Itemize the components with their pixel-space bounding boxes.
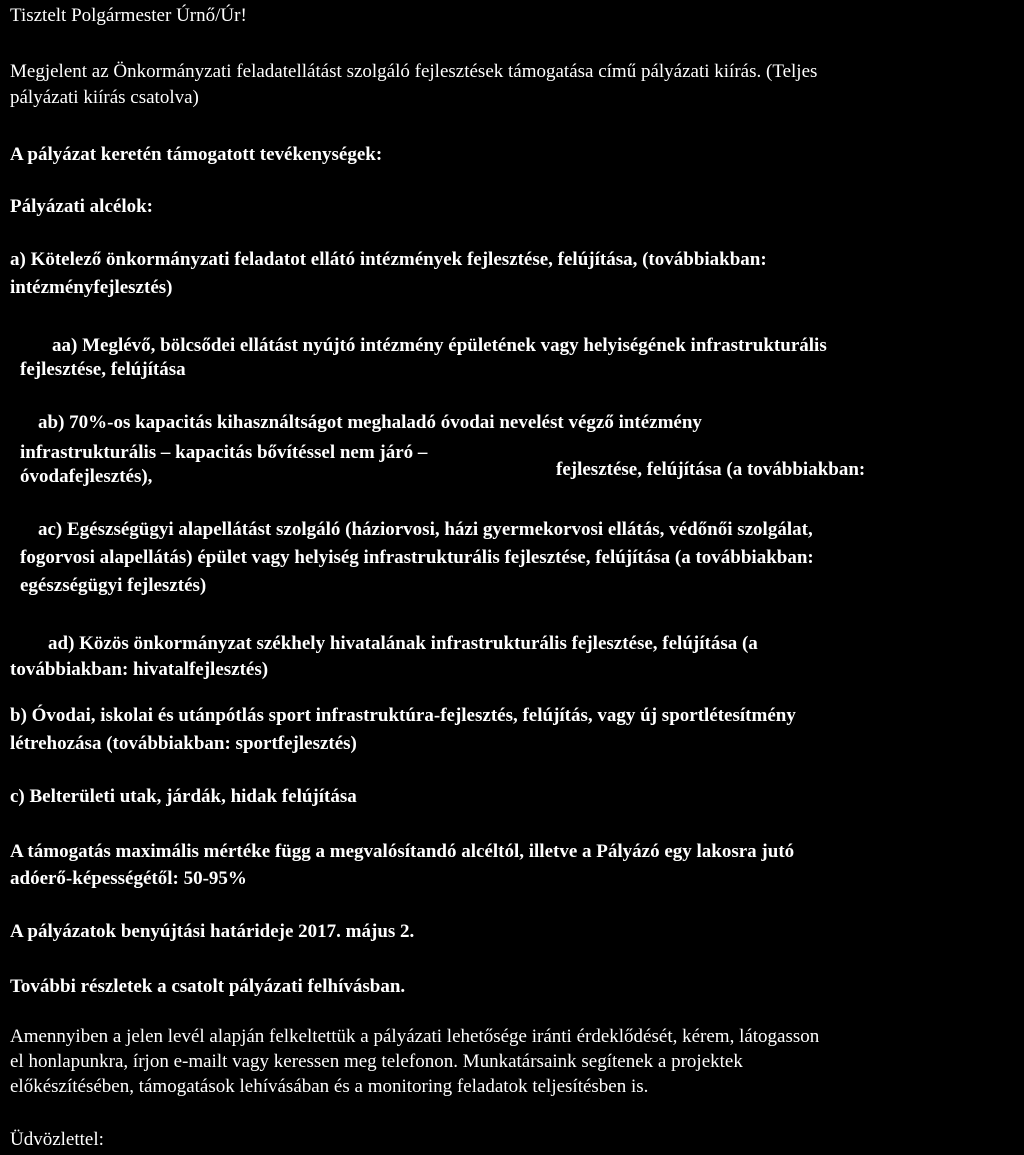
item-ac-line-3: egészségügyi fejlesztés)	[20, 575, 207, 596]
item-aa-line-1: aa) Meglévő, bölcsődei ellátást nyújtó intézmény épületének vagy helyiségének infrastrukturális	[52, 335, 827, 356]
item-c: c) Belterületi utak, járdák, hidak felújítása	[10, 786, 357, 807]
item-ad-line-2: továbbiakban: hivatalfejlesztés)	[10, 659, 269, 680]
support-rate-line-2: adóerő-képességétől: 50-95%	[10, 868, 247, 889]
item-ab-line-3: óvodafejlesztés),	[20, 466, 153, 487]
intro-line-1: Megjelent az Önkormányzati feladatellátást szolgáló fejlesztések támogatása című pályázati kiírás. (Teljes	[10, 61, 818, 82]
item-ac-line-1: ac) Egészségügyi alapellátást szolgáló (háziorvosi, házi gyermekorvosi ellátás, védőnői szolgálat,	[38, 519, 813, 540]
details: További részletek a csatolt pályázati felhívásban.	[10, 976, 406, 997]
closing-line-2: el honlapunkra, írjon e-mailt vagy keressen meg telefonon. Munkatársaink segítenek a projektek	[10, 1051, 743, 1072]
item-ab-line-2: infrastrukturális – kapacitás bővítéssel nem járó –	[20, 442, 428, 463]
item-a-line-1: a) Kötelező önkormányzati feladatot ellátó intézmények fejlesztése, felújítása, (továbbiakban:	[10, 249, 767, 270]
item-ac-line-2: fogorvosi alapellátás) épület vagy helyiség infrastrukturális fejlesztése, felújítása (a továbbiakban:	[20, 547, 814, 568]
deadline: A pályázatok benyújtási határideje 2017. május 2.	[10, 921, 415, 942]
item-a-line-2: intézményfejlesztés)	[10, 277, 173, 298]
item-b-line-1: b) Óvodai, iskolai és utánpótlás sport infrastruktúra-fejlesztés, felújítás, vagy új sportlétesítmény	[10, 705, 796, 726]
closing-line-3: előkészítésében, támogatások lehívásában és a monitoring feladatok teljesítésben is.	[10, 1076, 649, 1097]
support-rate-line-1: A támogatás maximális mértéke függ a megvalósítandó alcéltól, illetve a Pályázó egy lakosra jutó	[10, 841, 795, 862]
greeting: Tisztelt Polgármester Úrnő/Úr!	[10, 5, 247, 26]
item-ab-line-2b: fejlesztése, felújítása (a továbbiakban:	[556, 459, 866, 480]
supported-activities-heading: A pályázat keretén támogatott tevékenységek:	[10, 144, 383, 165]
item-b-line-2: létrehozása (továbbiakban: sportfejlesztés)	[10, 733, 357, 754]
signoff: Üdvözlettel:	[10, 1129, 104, 1150]
item-ab-line-1: ab) 70%-os kapacitás kihasználtságot meghaladó óvodai nevelést végző intézmény	[38, 412, 702, 433]
item-aa-line-2: fejlesztése, felújítása	[20, 359, 186, 380]
subgoals-heading: Pályázati alcélok:	[10, 196, 153, 217]
item-ad-line-1: ad) Közös önkormányzat székhely hivatalának infrastrukturális fejlesztése, felújítása (a	[48, 633, 758, 654]
intro-line-2: pályázati kiírás csatolva)	[10, 87, 199, 108]
closing-line-1: Amennyiben a jelen levél alapján felkeltettük a pályázati lehetősége iránti érdeklődését, kérem, látogasson	[10, 1026, 820, 1047]
